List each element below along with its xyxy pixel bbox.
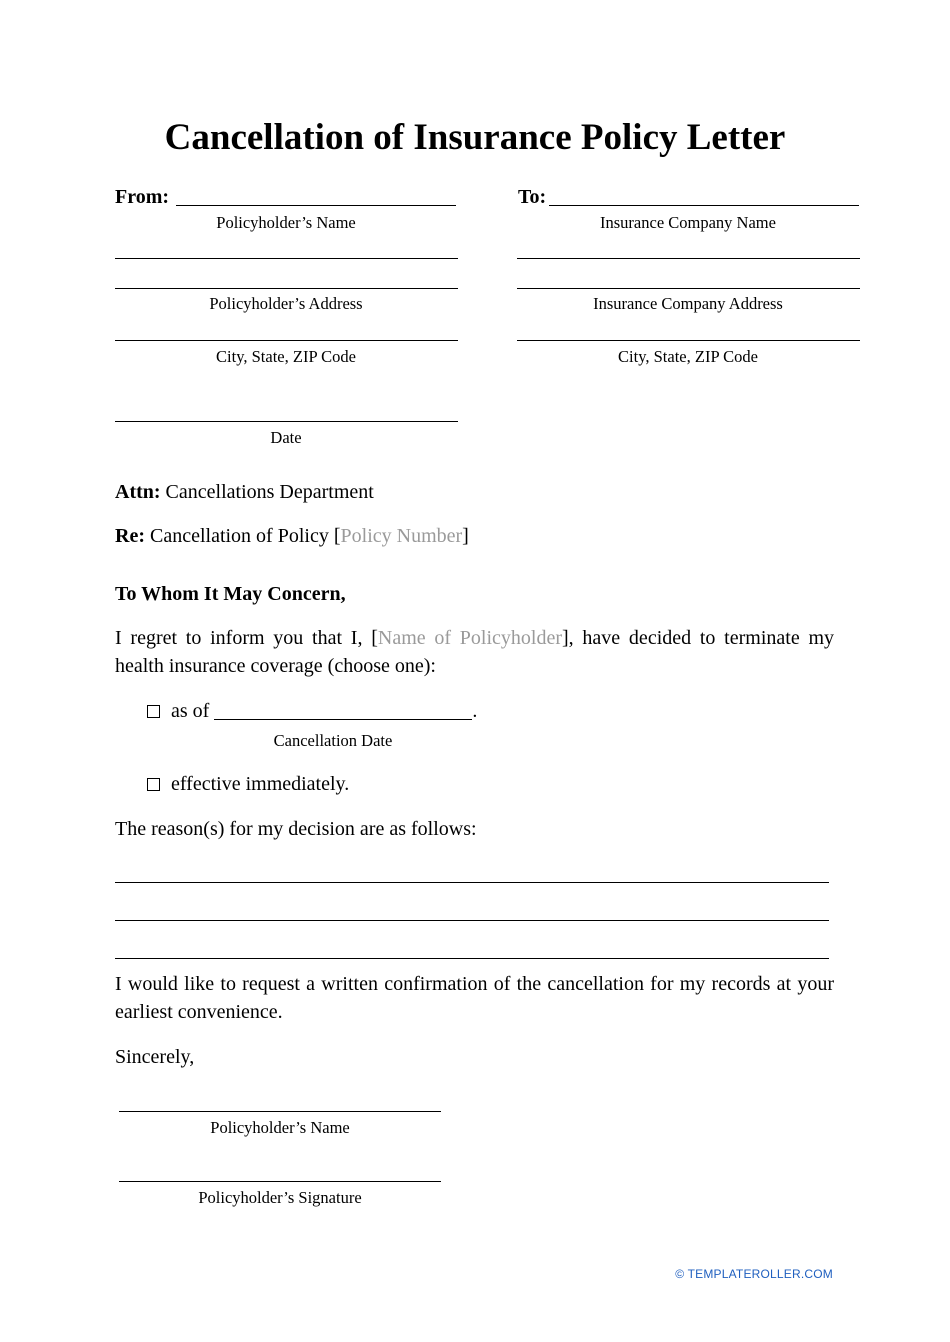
to-address-line-2[interactable] <box>517 288 860 289</box>
re-line <box>115 522 469 550</box>
closing: Sincerely, <box>115 1046 195 1068</box>
from-address-line-2[interactable] <box>115 288 458 289</box>
re-label: Re: <box>115 525 145 547</box>
from-city-caption: City, State, ZIP Code <box>216 347 356 366</box>
attn-value: Cancellations Department <box>165 481 374 503</box>
immediate-checkbox[interactable] <box>147 778 160 791</box>
from-name-caption: Policyholder’s Name <box>216 213 356 232</box>
paragraph-intro-after: ], have decided to terminate my health insurance coverage (choose one): <box>115 627 835 677</box>
re-text: Cancellation of Policy <box>149 525 329 547</box>
signature-caption: Policyholder’s Signature <box>198 1188 362 1207</box>
to-city-caption: City, State, ZIP Code <box>618 347 758 366</box>
date-caption: Date <box>270 428 302 447</box>
signature-name-caption: Policyholder’s Name <box>210 1118 350 1137</box>
immediate-label: effective immediately. <box>171 773 350 795</box>
to-address-caption: Insurance Company Address <box>593 294 783 313</box>
as-of-label: as of <box>171 700 210 722</box>
page-title: Cancellation of Insurance Policy Letter <box>164 117 786 158</box>
signature-name-line[interactable] <box>119 1111 441 1112</box>
reason-line-2[interactable] <box>115 920 829 921</box>
footer-brand-link[interactable]: © TEMPLATEROLLER.COM <box>675 1267 833 1281</box>
from-city-line[interactable] <box>115 340 458 341</box>
attn-label: Attn: <box>115 481 161 503</box>
paragraph-intro-before: I regret to inform you that I, [ <box>115 627 378 649</box>
re-close-bracket: ] <box>462 525 469 547</box>
paragraph-confirmation: I would like to request a written confirmation of the cancellation for my records at your earliest convenience. <box>115 973 834 1023</box>
from-address-line-1[interactable] <box>115 258 458 259</box>
paragraph-intro <box>115 624 834 680</box>
policy-number-placeholder[interactable]: Policy Number <box>340 525 463 547</box>
signature-line[interactable] <box>119 1181 441 1182</box>
date-line[interactable] <box>115 421 458 422</box>
re-open-bracket: [ <box>333 525 341 547</box>
to-address-line-1[interactable] <box>517 258 860 259</box>
attn-line <box>115 478 374 506</box>
to-city-line[interactable] <box>517 340 860 341</box>
to-label: To: <box>518 186 547 208</box>
as-of-checkbox[interactable] <box>147 705 160 718</box>
policyholder-name-placeholder[interactable]: Name of Policyholder <box>377 627 563 649</box>
option-as-of <box>147 697 477 725</box>
reasons-intro: The reason(s) for my decision are as follows: <box>115 818 477 840</box>
reason-line-3[interactable] <box>115 958 829 959</box>
cancellation-date-caption: Cancellation Date <box>273 731 393 750</box>
from-label: From: <box>115 186 170 208</box>
from-address-caption: Policyholder’s Address <box>209 294 363 313</box>
option-immediate <box>147 770 349 798</box>
to-name-line[interactable] <box>549 205 859 206</box>
reason-line-1[interactable] <box>115 882 829 883</box>
salutation: To Whom It May Concern, <box>115 583 346 605</box>
from-name-line[interactable] <box>176 205 456 206</box>
as-of-period: . <box>472 700 478 722</box>
cancellation-date-line[interactable] <box>214 700 472 720</box>
to-name-caption: Insurance Company Name <box>600 213 776 232</box>
